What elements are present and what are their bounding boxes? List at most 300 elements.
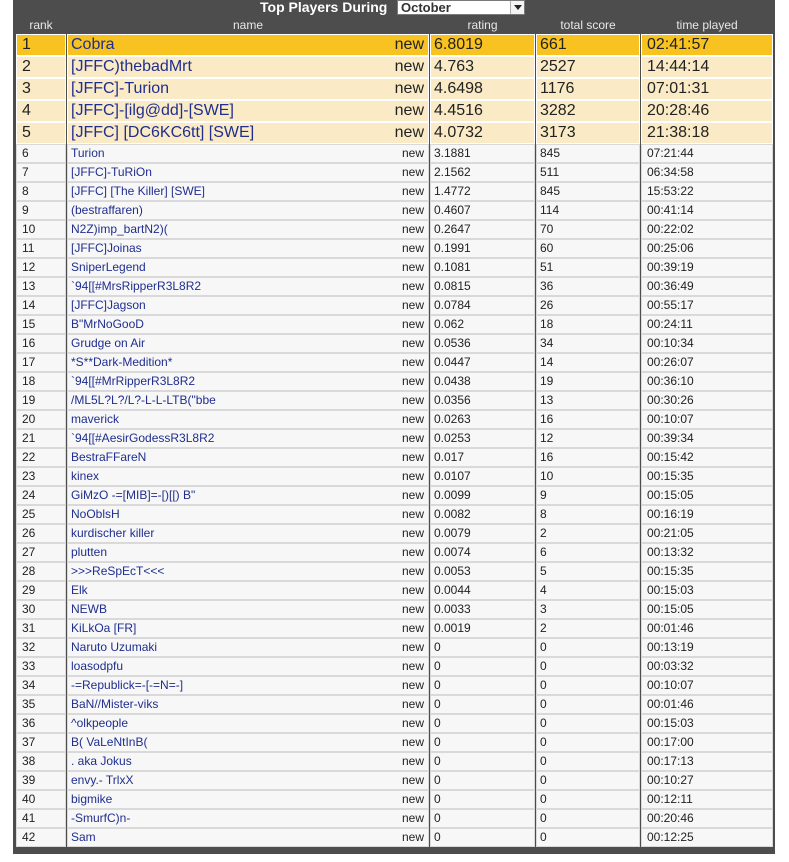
player-rank: 17 bbox=[16, 353, 66, 372]
player-name bbox=[67, 201, 429, 220]
player-name-text[interactable]: >>>ReSpEcT<<< bbox=[71, 564, 165, 578]
table-row bbox=[16, 771, 773, 790]
player-time-played: 00:10:34 bbox=[641, 334, 773, 353]
player-name bbox=[67, 752, 429, 771]
player-name-text[interactable]: GiMzO -=[MIB]=-[)[[) B" bbox=[71, 488, 196, 502]
player-rank: 4 bbox=[16, 100, 66, 122]
player-time-played: 00:16:19 bbox=[641, 505, 773, 524]
player-total-score: 12 bbox=[536, 429, 640, 448]
player-name bbox=[67, 410, 429, 429]
player-rating: 0.0356 bbox=[430, 391, 535, 410]
status-badge: new bbox=[394, 102, 424, 119]
player-name bbox=[67, 657, 429, 676]
player-rating: 0.0019 bbox=[430, 619, 535, 638]
player-total-score: 5 bbox=[536, 562, 640, 581]
player-total-score: 845 bbox=[536, 182, 640, 201]
player-total-score: 114 bbox=[536, 201, 640, 220]
player-rank: 12 bbox=[16, 258, 66, 277]
player-rank: 1 bbox=[16, 34, 66, 56]
player-time-played: 00:15:35 bbox=[641, 467, 773, 486]
table-row bbox=[16, 258, 773, 277]
player-name-text[interactable]: . aka Jokus bbox=[71, 754, 132, 768]
player-name-text[interactable]: Cobra bbox=[71, 36, 115, 53]
player-name-text[interactable]: SniperLegend bbox=[71, 260, 146, 274]
player-rating: 4.0732 bbox=[430, 122, 535, 144]
player-name-text[interactable]: KiLkOa [FR] bbox=[71, 621, 137, 635]
player-rating: 0 bbox=[430, 657, 535, 676]
player-name bbox=[67, 100, 429, 122]
player-name bbox=[67, 56, 429, 78]
player-name-text[interactable]: B( VaLeNtInB( bbox=[71, 735, 148, 749]
player-name-text[interactable]: `94[[#AesirGodessR3L8R2 bbox=[71, 431, 215, 445]
player-name bbox=[67, 220, 429, 239]
player-rating: 4.763 bbox=[430, 56, 535, 78]
player-name-text[interactable]: [JFFC]Joinas bbox=[71, 241, 142, 255]
player-total-score: 0 bbox=[536, 638, 640, 657]
player-name-text[interactable]: -SmurfC)n- bbox=[71, 811, 131, 825]
player-time-played: 06:34:58 bbox=[641, 163, 773, 182]
player-name-text[interactable]: [JFFC)thebadMrt bbox=[71, 58, 192, 75]
table-row bbox=[16, 467, 773, 486]
player-name-text[interactable]: NEWB bbox=[71, 602, 107, 616]
player-name-text[interactable]: Turion bbox=[71, 146, 105, 160]
player-rating: 0 bbox=[430, 676, 535, 695]
player-name bbox=[67, 695, 429, 714]
player-time-played: 00:15:03 bbox=[641, 581, 773, 600]
status-badge: new bbox=[401, 564, 424, 578]
player-time-played: 20:28:46 bbox=[641, 100, 773, 122]
player-total-score: 3282 bbox=[536, 100, 640, 122]
player-time-played: 00:24:11 bbox=[641, 315, 773, 334]
table-row bbox=[16, 448, 773, 467]
player-total-score: 3 bbox=[536, 600, 640, 619]
table-row bbox=[16, 543, 773, 562]
month-selected-value: October bbox=[401, 0, 451, 15]
player-total-score: 0 bbox=[536, 752, 640, 771]
status-badge: new bbox=[401, 735, 424, 749]
status-badge: new bbox=[401, 279, 424, 293]
player-name-text[interactable]: N2Z)imp_bartN2)( bbox=[71, 222, 168, 236]
player-time-played: 00:13:32 bbox=[641, 543, 773, 562]
player-name bbox=[67, 619, 429, 638]
player-rating: 2.1562 bbox=[430, 163, 535, 182]
player-name-text[interactable]: [JFFC]-Turion bbox=[71, 80, 170, 97]
table-row bbox=[16, 828, 773, 847]
table-row bbox=[16, 163, 773, 182]
player-time-played: 00:10:07 bbox=[641, 676, 773, 695]
player-name-text[interactable]: loasodpfu bbox=[71, 659, 124, 673]
status-badge: new bbox=[401, 469, 424, 483]
status-badge: new bbox=[401, 184, 424, 198]
player-time-played: 00:01:46 bbox=[641, 619, 773, 638]
player-total-score: 0 bbox=[536, 733, 640, 752]
status-badge: new bbox=[394, 58, 424, 75]
player-rating: 0 bbox=[430, 771, 535, 790]
status-badge: new bbox=[401, 697, 424, 711]
status-badge: new bbox=[401, 203, 424, 217]
table-row bbox=[16, 78, 773, 100]
player-total-score: 34 bbox=[536, 334, 640, 353]
player-time-played: 15:53:22 bbox=[641, 182, 773, 201]
player-name bbox=[67, 391, 429, 410]
player-total-score: 16 bbox=[536, 448, 640, 467]
player-rank: 13 bbox=[16, 277, 66, 296]
player-time-played: 00:36:49 bbox=[641, 277, 773, 296]
player-time-played: 00:26:07 bbox=[641, 353, 773, 372]
table-row bbox=[16, 353, 773, 372]
status-badge: new bbox=[401, 374, 424, 388]
player-rating: 0.1991 bbox=[430, 239, 535, 258]
player-name bbox=[67, 182, 429, 201]
player-name bbox=[67, 790, 429, 809]
status-badge: new bbox=[401, 393, 424, 407]
status-badge: new bbox=[401, 526, 424, 540]
player-time-played: 00:21:05 bbox=[641, 524, 773, 543]
player-name bbox=[67, 581, 429, 600]
player-name-text[interactable]: (bestraffaren) bbox=[71, 203, 143, 217]
status-badge: new bbox=[401, 659, 424, 673]
player-total-score: 845 bbox=[536, 144, 640, 163]
table-header bbox=[13, 17, 775, 34]
player-total-score: 9 bbox=[536, 486, 640, 505]
player-time-played: 00:39:34 bbox=[641, 429, 773, 448]
column-header-name: name bbox=[232, 18, 264, 32]
player-time-played: 00:10:07 bbox=[641, 410, 773, 429]
player-rank: 30 bbox=[16, 600, 66, 619]
player-total-score: 10 bbox=[536, 467, 640, 486]
player-name bbox=[67, 543, 429, 562]
player-name bbox=[67, 809, 429, 828]
player-rank: 6 bbox=[16, 144, 66, 163]
player-time-played: 00:03:32 bbox=[641, 657, 773, 676]
status-badge: new bbox=[394, 124, 424, 141]
player-total-score: 0 bbox=[536, 676, 640, 695]
player-rating: 0 bbox=[430, 809, 535, 828]
table-row bbox=[16, 752, 773, 771]
player-rank: 20 bbox=[16, 410, 66, 429]
player-name-text[interactable]: NoOblsH bbox=[71, 507, 120, 521]
status-badge: new bbox=[401, 773, 424, 787]
table-row bbox=[16, 714, 773, 733]
player-name bbox=[67, 524, 429, 543]
player-rating: 0.2647 bbox=[430, 220, 535, 239]
player-name-text[interactable]: Sam bbox=[71, 830, 96, 844]
player-name bbox=[67, 334, 429, 353]
player-name-text[interactable]: kurdischer killer bbox=[71, 526, 155, 540]
player-rank: 5 bbox=[16, 122, 66, 144]
player-total-score: 0 bbox=[536, 790, 640, 809]
player-total-score: 8 bbox=[536, 505, 640, 524]
player-rank: 8 bbox=[16, 182, 66, 201]
player-rank: 25 bbox=[16, 505, 66, 524]
table-row bbox=[16, 524, 773, 543]
player-time-played: 00:15:05 bbox=[641, 600, 773, 619]
status-badge: new bbox=[401, 545, 424, 559]
table-row bbox=[16, 695, 773, 714]
player-name-text[interactable]: maverick bbox=[71, 412, 120, 426]
status-badge: new bbox=[401, 792, 424, 806]
status-badge: new bbox=[401, 355, 424, 369]
player-rating: 0 bbox=[430, 828, 535, 847]
player-total-score: 6 bbox=[536, 543, 640, 562]
status-badge: new bbox=[401, 640, 424, 654]
player-rank: 11 bbox=[16, 239, 66, 258]
player-name-text[interactable]: Grudge on Air bbox=[71, 336, 146, 350]
player-rank: 19 bbox=[16, 391, 66, 410]
player-total-score: 51 bbox=[536, 258, 640, 277]
player-name-text[interactable]: plutten bbox=[71, 545, 108, 559]
player-rating: 1.4772 bbox=[430, 182, 535, 201]
player-time-played: 00:15:42 bbox=[641, 448, 773, 467]
player-total-score: 0 bbox=[536, 828, 640, 847]
player-rank: 24 bbox=[16, 486, 66, 505]
status-badge: new bbox=[401, 165, 424, 179]
player-rating: 0.0079 bbox=[430, 524, 535, 543]
status-badge: new bbox=[401, 602, 424, 616]
player-time-played: 00:15:35 bbox=[641, 562, 773, 581]
player-name-text[interactable]: BestraFFareN bbox=[71, 450, 147, 464]
player-time-played: 00:41:14 bbox=[641, 201, 773, 220]
player-name-text[interactable]: [JFFC]-TuRiOn bbox=[71, 165, 152, 179]
table-row bbox=[16, 34, 773, 56]
player-time-played: 00:13:19 bbox=[641, 638, 773, 657]
player-time-played: 00:30:26 bbox=[641, 391, 773, 410]
player-total-score: 1176 bbox=[536, 78, 640, 100]
player-rating: 0.0044 bbox=[430, 581, 535, 600]
player-name-text[interactable]: ^olkpeople bbox=[71, 716, 129, 730]
player-name bbox=[67, 122, 429, 144]
player-name-text[interactable]: bigmike bbox=[71, 792, 113, 806]
player-rating: 6.8019 bbox=[430, 34, 535, 56]
player-rating: 0.0074 bbox=[430, 543, 535, 562]
player-name bbox=[67, 733, 429, 752]
player-time-played: 00:25:06 bbox=[641, 239, 773, 258]
player-time-played: 21:38:18 bbox=[641, 122, 773, 144]
player-name bbox=[67, 258, 429, 277]
player-time-played: 00:01:46 bbox=[641, 695, 773, 714]
player-rank: 42 bbox=[16, 828, 66, 847]
player-total-score: 2 bbox=[536, 619, 640, 638]
status-badge: new bbox=[401, 317, 424, 331]
status-badge: new bbox=[394, 36, 424, 53]
player-rank: 7 bbox=[16, 163, 66, 182]
status-badge: new bbox=[401, 222, 424, 236]
table-row bbox=[16, 182, 773, 201]
player-name-text[interactable]: BaN//Mister-viks bbox=[71, 697, 159, 711]
table-row bbox=[16, 100, 773, 122]
player-name bbox=[67, 828, 429, 847]
player-time-played: 00:12:11 bbox=[641, 790, 773, 809]
player-total-score: 0 bbox=[536, 695, 640, 714]
table-row bbox=[16, 429, 773, 448]
player-name-text[interactable]: envy.- TrlxX bbox=[71, 773, 134, 787]
player-name bbox=[67, 163, 429, 182]
player-time-played: 07:21:44 bbox=[641, 144, 773, 163]
player-name-text[interactable]: `94[[#MrsRipperR3L8R2 bbox=[71, 279, 202, 293]
player-name-text[interactable]: [JFFC]-[ilg@dd]-[SWE] bbox=[71, 102, 234, 119]
leaderboard-panel bbox=[13, 0, 775, 854]
table-row bbox=[16, 809, 773, 828]
player-rating: 0 bbox=[430, 733, 535, 752]
table-row bbox=[16, 334, 773, 353]
player-rating: 4.6498 bbox=[430, 78, 535, 100]
status-badge: new bbox=[401, 298, 424, 312]
player-total-score: 661 bbox=[536, 34, 640, 56]
player-total-score: 0 bbox=[536, 657, 640, 676]
player-rank: 36 bbox=[16, 714, 66, 733]
status-badge: new bbox=[394, 80, 424, 97]
player-rank: 27 bbox=[16, 543, 66, 562]
status-badge: new bbox=[401, 811, 424, 825]
player-name-text[interactable]: -=Republick=-[-=N=-] bbox=[71, 678, 184, 692]
player-name bbox=[67, 448, 429, 467]
table-row bbox=[16, 619, 773, 638]
status-badge: new bbox=[401, 412, 424, 426]
player-name bbox=[67, 239, 429, 258]
player-total-score: 511 bbox=[536, 163, 640, 182]
chevron-down-icon[interactable] bbox=[510, 1, 524, 14]
status-badge: new bbox=[401, 241, 424, 255]
player-total-score: 26 bbox=[536, 296, 640, 315]
player-name-text[interactable]: [JFFC] [The Killer] [SWE] bbox=[71, 184, 206, 198]
player-total-score: 36 bbox=[536, 277, 640, 296]
status-badge: new bbox=[401, 621, 424, 635]
player-name bbox=[67, 505, 429, 524]
player-rating: 0 bbox=[430, 695, 535, 714]
player-rating: 4.4516 bbox=[430, 100, 535, 122]
player-name bbox=[67, 771, 429, 790]
status-badge: new bbox=[401, 450, 424, 464]
player-name-text[interactable]: Naruto Uzumaki bbox=[71, 640, 158, 654]
table-row bbox=[16, 372, 773, 391]
table-row bbox=[16, 239, 773, 258]
player-total-score: 2527 bbox=[536, 56, 640, 78]
status-badge: new bbox=[401, 678, 424, 692]
player-rank: 10 bbox=[16, 220, 66, 239]
table-row bbox=[16, 790, 773, 809]
player-total-score: 18 bbox=[536, 315, 640, 334]
player-time-played: 00:17:00 bbox=[641, 733, 773, 752]
player-rank: 40 bbox=[16, 790, 66, 809]
status-badge: new bbox=[401, 488, 424, 502]
table-row bbox=[16, 505, 773, 524]
player-rating: 0.017 bbox=[430, 448, 535, 467]
player-rank: 34 bbox=[16, 676, 66, 695]
table-row bbox=[16, 638, 773, 657]
status-badge: new bbox=[401, 336, 424, 350]
player-rank: 9 bbox=[16, 201, 66, 220]
table-row bbox=[16, 277, 773, 296]
panel-bottom-border bbox=[13, 851, 775, 854]
column-header-time: time played bbox=[676, 18, 738, 32]
table-row bbox=[16, 676, 773, 695]
player-rank: 2 bbox=[16, 56, 66, 78]
player-rank: 26 bbox=[16, 524, 66, 543]
player-total-score: 60 bbox=[536, 239, 640, 258]
player-name-text[interactable]: /ML5L?L?/L?-L-L-LTB("bbe bbox=[71, 393, 216, 407]
player-time-played: 00:20:46 bbox=[641, 809, 773, 828]
player-name bbox=[67, 78, 429, 100]
player-rank: 16 bbox=[16, 334, 66, 353]
table-row bbox=[16, 315, 773, 334]
status-badge: new bbox=[401, 716, 424, 730]
player-name bbox=[67, 315, 429, 334]
player-name bbox=[67, 372, 429, 391]
player-name-text[interactable]: *S**Dark-Medition* bbox=[71, 355, 173, 369]
player-name-text[interactable]: [JFFC]Jagson bbox=[71, 298, 146, 312]
player-total-score: 0 bbox=[536, 771, 640, 790]
player-name-text[interactable]: [JFFC] [DC6KC6tt] [SWE] bbox=[71, 124, 255, 141]
player-rank: 3 bbox=[16, 78, 66, 100]
player-total-score: 70 bbox=[536, 220, 640, 239]
player-name bbox=[67, 353, 429, 372]
player-rank: 31 bbox=[16, 619, 66, 638]
player-total-score: 13 bbox=[536, 391, 640, 410]
player-time-played: 00:17:13 bbox=[641, 752, 773, 771]
player-total-score: 2 bbox=[536, 524, 640, 543]
player-time-played: 07:01:31 bbox=[641, 78, 773, 100]
player-time-played: 00:36:10 bbox=[641, 372, 773, 391]
player-rank: 35 bbox=[16, 695, 66, 714]
player-total-score: 3173 bbox=[536, 122, 640, 144]
player-name bbox=[67, 429, 429, 448]
status-badge: new bbox=[401, 830, 424, 844]
player-time-played: 00:10:27 bbox=[641, 771, 773, 790]
player-rating: 0 bbox=[430, 790, 535, 809]
player-rating: 0.0053 bbox=[430, 562, 535, 581]
player-rank: 33 bbox=[16, 657, 66, 676]
player-name bbox=[67, 562, 429, 581]
player-name-text[interactable]: kinex bbox=[71, 469, 100, 483]
player-name-text[interactable]: `94[[#MrRipperR3L8R2 bbox=[71, 374, 196, 388]
table-row bbox=[16, 122, 773, 144]
player-rating: 0.0536 bbox=[430, 334, 535, 353]
player-name-text[interactable]: Elk bbox=[71, 583, 88, 597]
player-time-played: 00:15:05 bbox=[641, 486, 773, 505]
player-rank: 32 bbox=[16, 638, 66, 657]
player-rank: 23 bbox=[16, 467, 66, 486]
table-row bbox=[16, 733, 773, 752]
player-total-score: 14 bbox=[536, 353, 640, 372]
player-rating: 0 bbox=[430, 638, 535, 657]
player-rating: 0.0253 bbox=[430, 429, 535, 448]
status-badge: new bbox=[401, 146, 424, 160]
player-name bbox=[67, 486, 429, 505]
table-row bbox=[16, 581, 773, 600]
player-rating: 0.0815 bbox=[430, 277, 535, 296]
status-badge: new bbox=[401, 507, 424, 521]
table-row bbox=[16, 220, 773, 239]
player-rank: 28 bbox=[16, 562, 66, 581]
player-name-text[interactable]: B"MrNoGooD bbox=[71, 317, 144, 331]
month-dropdown[interactable] bbox=[397, 0, 525, 15]
table-row bbox=[16, 410, 773, 429]
table-row bbox=[16, 486, 773, 505]
player-rating: 3.1881 bbox=[430, 144, 535, 163]
table-row bbox=[16, 201, 773, 220]
player-rating: 0.0784 bbox=[430, 296, 535, 315]
player-rating: 0.062 bbox=[430, 315, 535, 334]
player-name bbox=[67, 277, 429, 296]
player-rank: 37 bbox=[16, 733, 66, 752]
player-total-score: 0 bbox=[536, 714, 640, 733]
player-name bbox=[67, 467, 429, 486]
player-total-score: 16 bbox=[536, 410, 640, 429]
player-rating: 0 bbox=[430, 752, 535, 771]
player-name bbox=[67, 144, 429, 163]
player-rating: 0.0099 bbox=[430, 486, 535, 505]
status-badge: new bbox=[401, 431, 424, 445]
